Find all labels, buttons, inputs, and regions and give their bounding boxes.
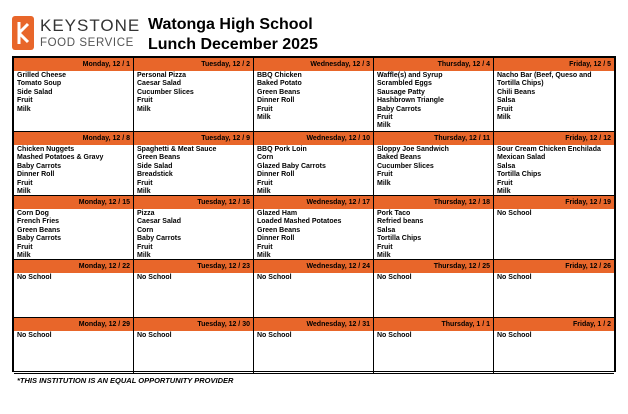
menu-items	[374, 331, 493, 341]
menu-item: Pizza	[137, 210, 155, 217]
menu-items	[494, 209, 614, 219]
menu-item: Mashed Potatoes & Gravy	[17, 154, 104, 162]
menu-item: Milk	[137, 252, 151, 260]
day-cell	[254, 132, 374, 196]
menu-item: Milk	[257, 188, 271, 196]
day-header: Thursday, 12 / 4	[374, 58, 493, 71]
menu-item: Caesar Salad	[137, 218, 181, 226]
keystone-logo-icon	[12, 16, 34, 50]
menu-item: Milk	[377, 122, 391, 130]
menu-item: Dinner Roll	[17, 171, 55, 179]
menu-item: Dinner Roll	[257, 171, 295, 179]
menu-item: Fruit	[17, 97, 33, 105]
day-header: Thursday, 12 / 25	[374, 260, 493, 273]
menu-item: Scrambled Eggs	[377, 80, 432, 88]
menu-item: Personal Pizza	[137, 72, 187, 79]
menu-items	[254, 145, 373, 196]
menu-item: Chicken Nuggets	[17, 146, 75, 153]
day-cell	[14, 318, 134, 374]
menu-items	[494, 145, 614, 196]
menu-item: Baked Potato	[257, 80, 302, 88]
day-cell	[14, 58, 134, 132]
menu-items	[254, 209, 373, 260]
menu-item: Tortilla Chips	[497, 171, 542, 179]
menu-item: Caesar Salad	[137, 80, 181, 88]
day-header: Monday, 12 / 29	[14, 318, 133, 331]
menu-item: No School	[137, 274, 172, 281]
menu-item: Corn Dog	[17, 210, 49, 217]
menu-item: Glazed Baby Carrots	[257, 162, 326, 170]
menu-calendar	[12, 56, 616, 372]
day-cell	[14, 196, 134, 260]
menu-item: Grilled Cheese	[17, 72, 67, 79]
menu-item: BBQ Chicken	[257, 72, 302, 79]
day-header: Tuesday, 12 / 23	[134, 260, 253, 273]
menu-items	[494, 273, 614, 283]
day-cell	[14, 260, 134, 318]
menu-item: No School	[377, 274, 412, 281]
menu-item: Milk	[497, 188, 511, 196]
menu-item: French Fries	[17, 218, 60, 226]
day-header: Thursday, 12 / 18	[374, 196, 493, 209]
menu-items	[14, 209, 133, 260]
menu-item: Corn	[137, 226, 154, 234]
menu-item: Refried beans	[377, 218, 424, 226]
header	[12, 10, 612, 56]
menu-item: Pork Taco	[377, 210, 411, 217]
menu-item: Fruit	[377, 114, 393, 122]
menu-items	[374, 71, 493, 132]
menu-item: Milk	[17, 188, 31, 196]
day-cell	[494, 260, 614, 318]
menu-items	[134, 273, 253, 283]
day-header: Friday, 1 / 2	[494, 318, 614, 331]
menu-item: Side Salad	[17, 88, 53, 96]
menu-items	[374, 209, 493, 260]
menu-item: Fruit	[137, 97, 153, 105]
day-header: Tuesday, 12 / 16	[134, 196, 253, 209]
day-header: Friday, 12 / 5	[494, 58, 614, 71]
menu-item: Fruit	[137, 243, 153, 251]
day-cell	[254, 196, 374, 260]
day-header: Wednesday, 12 / 3	[254, 58, 373, 71]
menu-item: Baby Carrots	[377, 105, 421, 113]
day-cell	[254, 318, 374, 374]
menu-items	[494, 71, 614, 123]
day-cell	[134, 318, 254, 374]
day-header: Friday, 12 / 26	[494, 260, 614, 273]
menu-item: Side Salad	[137, 162, 173, 170]
menu-items	[134, 71, 253, 115]
menu-item: Loaded Mashed Potatoes	[257, 218, 342, 226]
day-cell	[134, 132, 254, 196]
brand-name: KEYSTONE	[40, 16, 141, 35]
menu-item: Tortilla Chips)	[497, 80, 544, 88]
menu-item: Corn	[257, 154, 274, 162]
day-header: Tuesday, 12 / 30	[134, 318, 253, 331]
footer-note: *THIS INSTITUTION IS AN EQUAL OPPORTUNITY PROVIDER	[17, 376, 234, 385]
menu-item: No School	[257, 332, 292, 339]
menu-item: Dinner Roll	[257, 97, 295, 105]
menu-item: Tortilla Chips	[377, 235, 422, 243]
menu-item: Nacho Bar (Beef, Queso and	[497, 72, 592, 79]
menu-item: Sausage Patty	[377, 88, 425, 96]
menu-item: Milk	[377, 252, 391, 260]
menu-item: Fruit	[137, 179, 153, 187]
menu-items	[134, 331, 253, 341]
day-cell	[254, 260, 374, 318]
menu-item: Sour Cream Chicken Enchilada	[497, 146, 601, 153]
menu-items	[14, 145, 133, 196]
day-header: Tuesday, 12 / 2	[134, 58, 253, 71]
menu-items	[14, 273, 133, 283]
menu-item: Milk	[17, 105, 31, 113]
menu-item: Milk	[377, 179, 391, 187]
menu-item: Fruit	[257, 179, 273, 187]
menu-item: Spaghetti & Meat Sauce	[137, 146, 217, 153]
menu-item: Milk	[137, 188, 151, 196]
day-header: Thursday, 12 / 11	[374, 132, 493, 145]
day-cell	[14, 132, 134, 196]
menu-item: Cucumber Slices	[137, 88, 194, 96]
menu-items	[134, 145, 253, 196]
menu-item: No School	[137, 332, 172, 339]
menu-item: Baby Carrots	[17, 235, 61, 243]
day-header: Friday, 12 / 12	[494, 132, 614, 145]
menu-item: Green Beans	[257, 226, 301, 234]
school-title: Watonga High School	[148, 16, 313, 33]
day-cell	[374, 58, 494, 132]
menu-item: Milk	[17, 252, 31, 260]
menu-item: BBQ Pork Loin	[257, 146, 307, 153]
day-cell	[254, 58, 374, 132]
menu-item: Sloppy Joe Sandwich	[377, 146, 449, 153]
menu-item: Salsa	[377, 226, 396, 234]
day-header: Wednesday, 12 / 17	[254, 196, 373, 209]
day-cell	[374, 196, 494, 260]
menu-items	[494, 331, 614, 341]
menu-item: Mexican Salad	[497, 154, 546, 162]
day-cell	[134, 260, 254, 318]
day-cell	[494, 318, 614, 374]
menu-item: Glazed Ham	[257, 210, 298, 217]
menu-item: Milk	[137, 105, 151, 113]
day-cell	[494, 196, 614, 260]
menu-items	[254, 273, 373, 283]
day-cell	[374, 318, 494, 374]
menu-item: Hashbrown Triangle	[377, 97, 444, 105]
menu-item: Baby Carrots	[17, 162, 61, 170]
menu-item: Green Beans	[257, 88, 301, 96]
menu-item: Milk	[257, 252, 271, 260]
menu-item: No School	[497, 210, 532, 217]
menu-items	[134, 209, 253, 260]
menu-item: Fruit	[497, 179, 513, 187]
day-header: Wednesday, 12 / 24	[254, 260, 373, 273]
day-header: Monday, 12 / 15	[14, 196, 133, 209]
day-header: Monday, 12 / 22	[14, 260, 133, 273]
day-header: Wednesday, 12 / 10	[254, 132, 373, 145]
menu-items	[254, 71, 373, 123]
menu-item: Cucumber Slices	[377, 162, 434, 170]
day-cell	[494, 58, 614, 132]
menu-item: No School	[497, 332, 532, 339]
menu-items	[14, 331, 133, 341]
menu-item: Chili Beans	[497, 88, 536, 96]
menu-item: Milk	[257, 114, 271, 122]
menu-item: Salsa	[497, 162, 516, 170]
menu-item: Fruit	[17, 243, 33, 251]
day-header: Friday, 12 / 19	[494, 196, 614, 209]
menu-item: Breadstick	[137, 171, 173, 179]
menu-item: Fruit	[257, 105, 273, 113]
menu-item: Fruit	[377, 171, 393, 179]
menu-item: Waffle(s) and Syrup	[377, 72, 443, 79]
menu-item: Tomato Soup	[17, 80, 62, 88]
day-cell	[134, 58, 254, 132]
menu-item: Fruit	[17, 179, 33, 187]
menu-item: No School	[17, 332, 52, 339]
day-cell	[374, 260, 494, 318]
menu-item: Fruit	[257, 243, 273, 251]
menu-item: No School	[257, 274, 292, 281]
menu-item: Green Beans	[17, 226, 61, 234]
day-header: Thursday, 1 / 1	[374, 318, 493, 331]
menu-item: Dinner Roll	[257, 235, 295, 243]
menu-item: Baby Carrots	[137, 235, 181, 243]
menu-item: Salsa	[497, 97, 516, 105]
day-cell	[494, 132, 614, 196]
day-cell	[374, 132, 494, 196]
menu-title: Lunch December 2025	[148, 36, 318, 53]
menu-items	[374, 145, 493, 189]
menu-items	[14, 71, 133, 115]
day-header: Monday, 12 / 8	[14, 132, 133, 145]
menu-item: No School	[497, 274, 532, 281]
menu-item: Green Beans	[137, 154, 181, 162]
menu-item: Fruit	[377, 243, 393, 251]
menu-items	[254, 331, 373, 341]
menu-item: Baked Beans	[377, 154, 421, 162]
menu-item: No School	[377, 332, 412, 339]
day-header: Wednesday, 12 / 31	[254, 318, 373, 331]
menu-items	[374, 273, 493, 283]
day-header: Monday, 12 / 1	[14, 58, 133, 71]
day-cell	[134, 196, 254, 260]
day-header: Tuesday, 12 / 9	[134, 132, 253, 145]
menu-item: No School	[17, 274, 52, 281]
menu-item: Fruit	[497, 105, 513, 113]
brand-subtitle: FOOD SERVICE	[40, 37, 134, 49]
menu-item: Milk	[497, 114, 511, 122]
